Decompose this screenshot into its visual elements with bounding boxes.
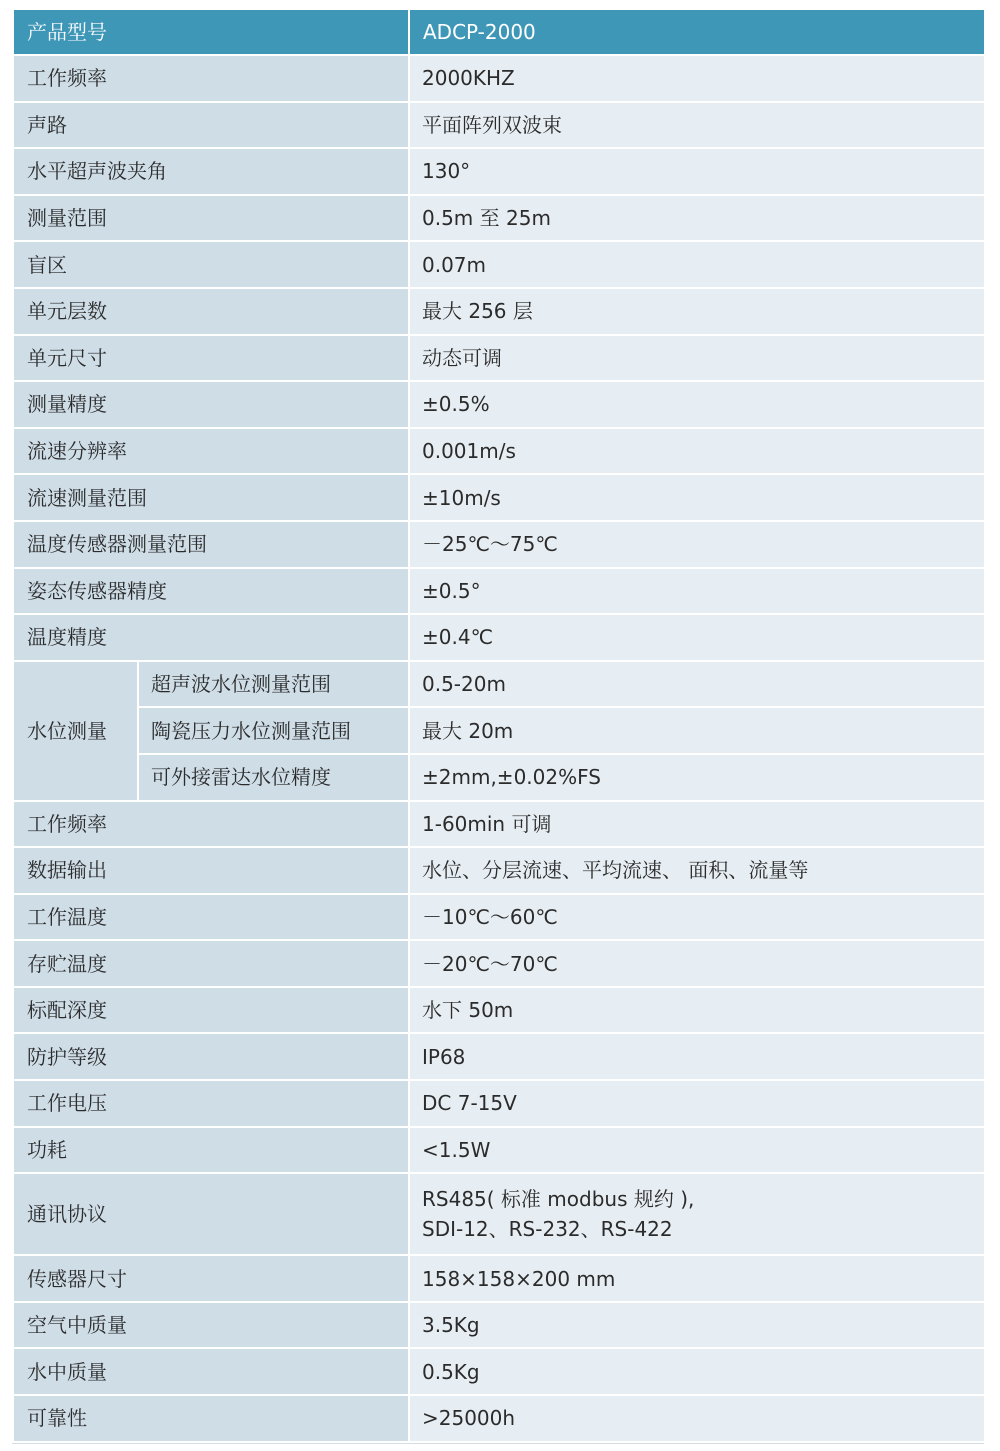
table-row	[13, 474, 985, 521]
row-value: ±2mm,±0.02%FS	[409, 754, 985, 801]
row-label: 可靠性	[13, 1395, 409, 1442]
row-label: 数据输出	[13, 847, 409, 894]
comm-value-line-1: RS485( 标准 modbus 规约 ),	[422, 1187, 695, 1212]
spec-table	[12, 8, 986, 1443]
row-label: 工作温度	[13, 894, 409, 941]
row-label: 传感器尺寸	[13, 1255, 409, 1302]
row-label: 单元层数	[13, 288, 409, 335]
row-value: 158×158×200 mm	[409, 1255, 985, 1302]
row-value: 3.5Kg	[409, 1302, 985, 1349]
table-row-water-level	[13, 661, 985, 708]
row-value: DC 7-15V	[409, 1080, 985, 1127]
row-value: >25000h	[409, 1395, 985, 1442]
row-value: 动态可调	[409, 335, 985, 382]
row-value: －25℃～75℃	[409, 521, 985, 568]
header-value: ADCP-2000	[409, 9, 985, 55]
row-label: 防护等级	[13, 1033, 409, 1080]
row-label: 功耗	[13, 1127, 409, 1174]
table-row	[13, 521, 985, 568]
row-label: 测量范围	[13, 195, 409, 242]
comm-value	[409, 1173, 985, 1255]
table-row	[13, 568, 985, 615]
sub-row-label: 可外接雷达水位精度	[138, 754, 409, 801]
table-row	[13, 1302, 985, 1349]
table-header-row	[13, 9, 985, 55]
table-row	[13, 241, 985, 288]
table-row-comm	[13, 1173, 985, 1255]
row-value: －10℃～60℃	[409, 894, 985, 941]
row-value: 0.001m/s	[409, 428, 985, 475]
table-row	[13, 148, 985, 195]
row-value: 水下 50m	[409, 987, 985, 1034]
row-label: 姿态传感器精度	[13, 568, 409, 615]
row-label: 单元尺寸	[13, 335, 409, 382]
table-row	[13, 614, 985, 661]
row-value: －20℃～70℃	[409, 940, 985, 987]
comm-value-line-2: SDI-12、RS-232、RS-422	[422, 1217, 673, 1242]
row-value: 0.5Kg	[409, 1348, 985, 1395]
table-row	[13, 335, 985, 382]
row-value: ±0.5%	[409, 381, 985, 428]
row-value: ±10m/s	[409, 474, 985, 521]
table-row	[13, 195, 985, 242]
row-value: 水位、分层流速、平均流速、 面积、流量等	[409, 847, 985, 894]
bottom-divider	[12, 1443, 984, 1444]
sub-row-label: 陶瓷压力水位测量范围	[138, 707, 409, 754]
row-value: 最大 256 层	[409, 288, 985, 335]
row-label: 存贮温度	[13, 940, 409, 987]
row-value: 0.5m 至 25m	[409, 195, 985, 242]
table-row	[13, 381, 985, 428]
table-row	[13, 1033, 985, 1080]
row-label: 流速分辨率	[13, 428, 409, 475]
row-value: 0.5-20m	[409, 661, 985, 708]
table-row	[13, 55, 985, 102]
row-label: 工作频率	[13, 55, 409, 102]
row-value: IP68	[409, 1033, 985, 1080]
table-row	[13, 1127, 985, 1174]
row-label: 声路	[13, 102, 409, 149]
table-row-water-level	[13, 754, 985, 801]
row-label: 盲区	[13, 241, 409, 288]
table-row	[13, 801, 985, 848]
row-value: ±0.4℃	[409, 614, 985, 661]
row-value: ±0.5°	[409, 568, 985, 615]
table-row	[13, 288, 985, 335]
row-label: 测量精度	[13, 381, 409, 428]
row-value: 最大 20m	[409, 707, 985, 754]
row-label: 工作电压	[13, 1080, 409, 1127]
row-label: 温度传感器测量范围	[13, 521, 409, 568]
water-level-group-label: 水位测量	[13, 661, 138, 801]
row-label: 水中质量	[13, 1348, 409, 1395]
table-row	[13, 1255, 985, 1302]
row-label: 水平超声波夹角	[13, 148, 409, 195]
row-label: 工作频率	[13, 801, 409, 848]
table-row	[13, 102, 985, 149]
table-row	[13, 847, 985, 894]
table-row	[13, 428, 985, 475]
row-label: 温度精度	[13, 614, 409, 661]
table-row	[13, 987, 985, 1034]
sub-row-label: 超声波水位测量范围	[138, 661, 409, 708]
row-label: 空气中质量	[13, 1302, 409, 1349]
table-row	[13, 940, 985, 987]
spec-table-body	[13, 9, 985, 1442]
row-value: <1.5W	[409, 1127, 985, 1174]
row-value: 0.07m	[409, 241, 985, 288]
row-label: 流速测量范围	[13, 474, 409, 521]
row-value: 130°	[409, 148, 985, 195]
table-row-water-level	[13, 707, 985, 754]
row-label: 通讯协议	[13, 1173, 409, 1255]
table-row	[13, 894, 985, 941]
table-row	[13, 1348, 985, 1395]
table-row	[13, 1080, 985, 1127]
row-value: 1-60min 可调	[409, 801, 985, 848]
row-label: 标配深度	[13, 987, 409, 1034]
row-value: 2000KHZ	[409, 55, 985, 102]
table-row	[13, 1395, 985, 1442]
row-value: 平面阵列双波束	[409, 102, 985, 149]
header-label: 产品型号	[13, 9, 409, 55]
